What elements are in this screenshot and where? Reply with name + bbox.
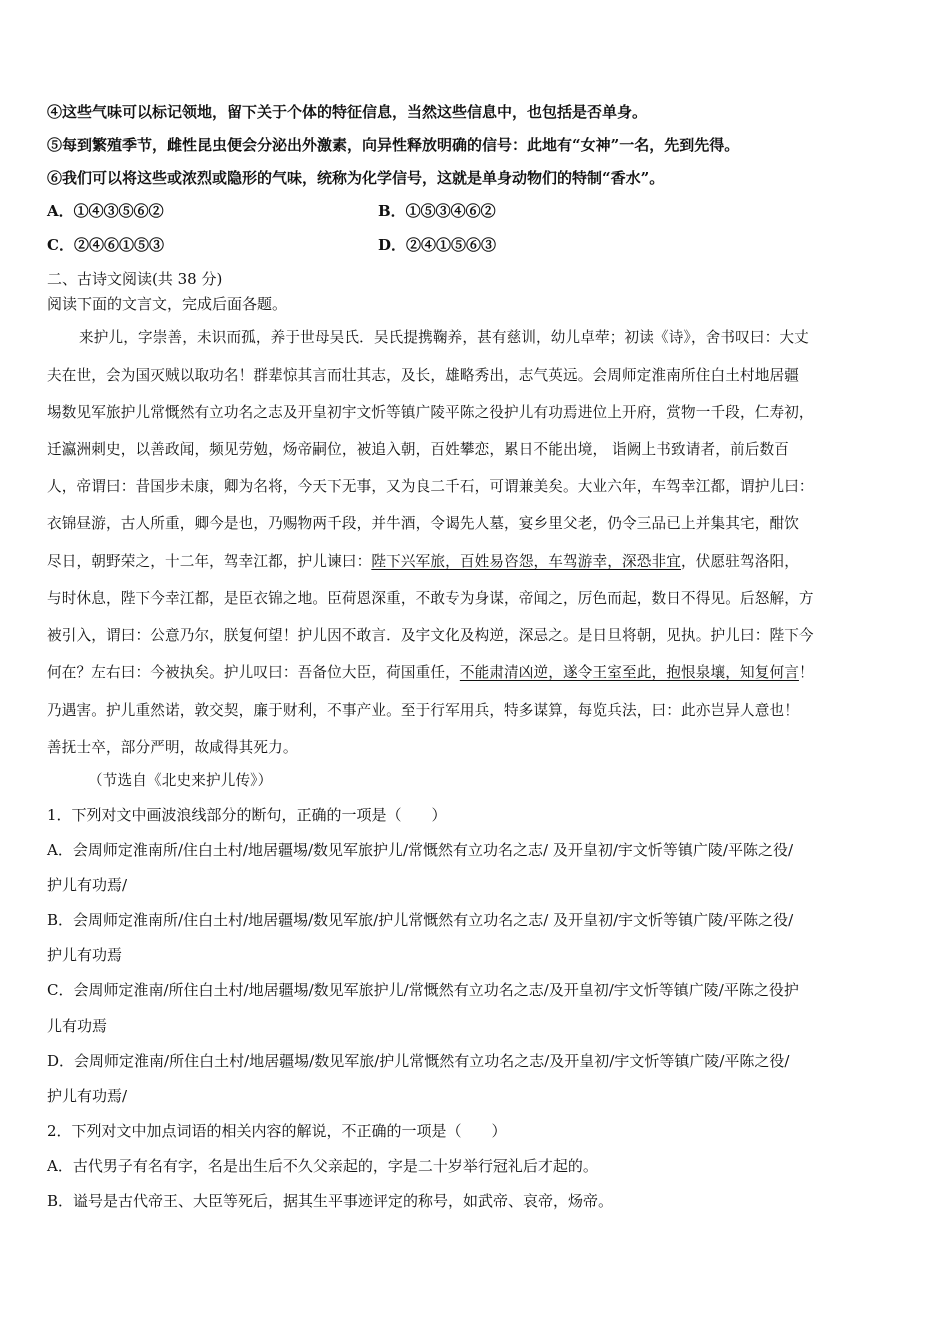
- passage-line: 与时休息，陛下今幸江都，是臣衣锦之地。臣荷恩深重，不敢专为身谋，帝闻之，厉色而起，数日不得见。后怒解，方: [47, 590, 814, 607]
- question-stem: 2．下列对文中加点词语的相关内容的解说，不正确的一项是（ ）: [47, 1122, 507, 1140]
- passage-text: 尽日，朝野荣之，十二年，驾幸江都，护儿谏曰：: [47, 553, 372, 570]
- passage-line: 人，帝谓曰：昔国步未康，卿为名将，今天下无事，又为良二千石，可谓兼美矣。大业六年，车驾幸江都，谓护儿曰：: [47, 478, 814, 495]
- passage-text: ！: [798, 664, 814, 681]
- sentence-6: ⑥我们可以将这些或浓烈或隐形的气味，统称为化学信号，这就是单身动物们的特制“香水”。: [47, 169, 665, 187]
- sentence-5: ⑤每到繁殖季节，雌性昆虫便会分泌出外激素，向异性释放明确的信号：此地有“女神”一名，先到先得。: [47, 136, 740, 154]
- option-a: A．①④③⑤⑥②: [47, 202, 164, 220]
- q1-option-c: C．会周师定淮南/所住白土村/地居疆埸/数见军旅护儿/常慨然有立功名之志/及开皇初/宇文忻等镇广陵/平陈之役护: [47, 981, 799, 999]
- passage-line: [47, 666, 814, 681]
- q2-option-b: B．谥号是古代帝王、大臣等死后，据其生平事迹评定的称号，如武帝、哀帝，炀帝。: [47, 1192, 614, 1210]
- reading-intro: 阅读下面的文言文，完成后面各题。: [47, 295, 288, 313]
- underlined-passage-text: 不能肃清凶逆，遂令王室至此，抱恨泉壤，知复何言: [459, 664, 799, 681]
- passage-source: （节选自《北史来护儿传》）: [88, 772, 273, 789]
- q1-option-a: A．会周师定淮南所/住白土村/地居疆埸/数见军旅护儿/常慨然有立功名之志/ 及开皇初/宇文忻等镇广陵/平陈之役/: [47, 841, 794, 859]
- passage-text: ，伏愿驻驾洛阳，: [681, 553, 799, 570]
- passage-line: 埸数见军旅护儿常慨然有立功名之志及开皇初宇文忻等镇广陵平陈之役护儿有功焉进位上开府，赏物一千段，仁寿初，: [47, 404, 814, 421]
- q1-option-a-cont: 护儿有功焉/: [47, 876, 128, 894]
- q2-option-a: A．古代男子有名有字，名是出生后不久父亲起的，字是二十岁举行冠礼后才起的。: [47, 1157, 598, 1175]
- q1-option-b: B．会周师定淮南所/住白土村/地居疆埸/数见军旅/护儿常慨然有立功名之志/ 及开皇初/宇文忻等镇广陵/平陈之役/: [47, 911, 794, 929]
- option-c: C．②④⑥①⑤③: [47, 236, 164, 254]
- sentence-4: ④这些气味可以标记领地，留下关于个体的特征信息，当然这些信息中，也包括是否单身。: [47, 103, 648, 121]
- passage-line: 衣锦昼游，古人所重，卿今是也，乃赐物两千段，并牛酒，令谒先人墓，宴乡里父老，仍令三品已上并集其宅，酣饮: [47, 515, 799, 532]
- option-b: B．①⑤③④⑥②: [378, 202, 496, 220]
- passage-text: 何在？左右曰：今被执矣。护儿叹曰：吾备位大臣，荷国重任，: [47, 664, 460, 681]
- q1-option-c-cont: 儿有功焉: [47, 1017, 108, 1035]
- passage-line: 迁瀛洲刺史，以善政闻，频见劳勉，炀帝嗣位，被追入朝，百姓攀恋，累日不能出境， 诣阙上书致请者，前后数百: [47, 441, 789, 458]
- passage-line: 被引入，谓曰：公意乃尔，朕复何望！护儿因不敢言．及宇文化及构逆，深忌之。是日旦将朝，见执。护儿曰：陛下今: [47, 627, 814, 644]
- option-d: D．②④①⑤⑥③: [378, 236, 497, 254]
- q1-option-d-cont: 护儿有功焉/: [47, 1087, 128, 1105]
- section-heading: 二、古诗文阅读(共 38 分): [47, 270, 223, 288]
- passage-line: 夫在世，会为国灭贼以取功名！群辈惊其言而壮其志，及长，雄略秀出，志气英远。会周师定淮南所住白土村地居疆: [47, 367, 799, 384]
- q1-option-b-cont: 护儿有功焉: [47, 946, 123, 964]
- passage-line: 乃遇害。护儿重然诺，敦交契，廉于财利，不事产业。至于行军用兵，特多谋算，每览兵法，曰：此亦岂异人意也！: [47, 702, 799, 719]
- q1-option-d: D．会周师定淮南/所住白土村/地居疆埸/数见军旅/护儿常慨然有立功名之志/及开皇初/宇文忻等镇广陵/平陈之役/: [47, 1052, 790, 1070]
- passage-line: 善抚士卒，部分严明，故咸得其死力。: [47, 739, 298, 756]
- passage-line: [47, 555, 799, 570]
- question-stem: 1．下列对文中画波浪线部分的断句，正确的一项是（ ）: [47, 806, 447, 824]
- underlined-passage-text: 陛下兴军旅，百姓易咨怨，车驾游幸，深恐非宜: [371, 553, 681, 570]
- passage-line: 来护儿，字崇善，未识而孤，养于世母吴氏．吴氏提携鞠养，甚有慈训，幼儿卓荦；初读《诗》，舍书叹曰：大丈: [79, 329, 809, 346]
